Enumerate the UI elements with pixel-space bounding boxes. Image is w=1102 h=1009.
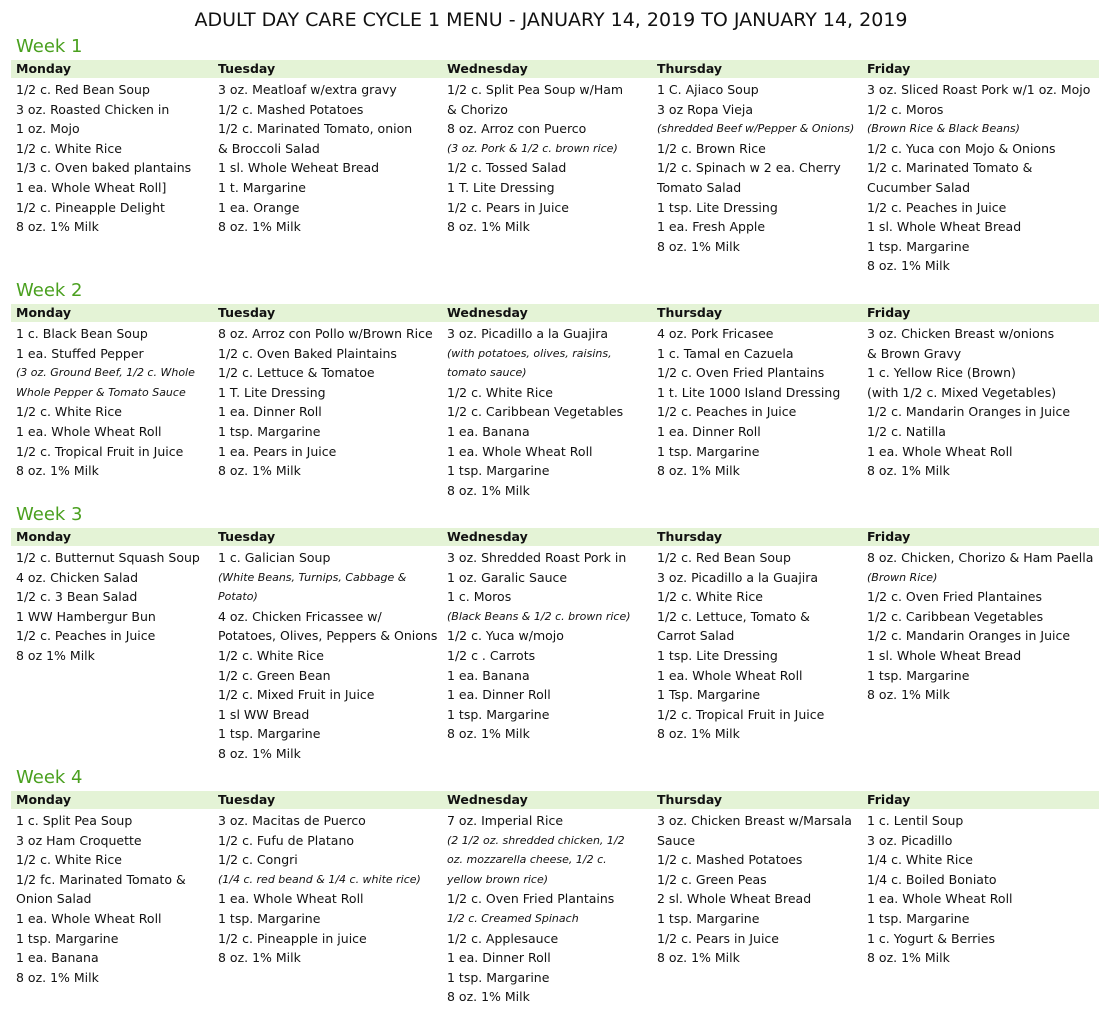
menu-item: 1/2 c. Green Bean xyxy=(218,667,331,683)
menu-item: 1/2 c. Marinated Tomato & xyxy=(867,160,1033,176)
menu-item: 1 ea. Whole Wheat Roll xyxy=(867,443,1013,459)
page-title: ADULT DAY CARE CYCLE 1 MENU - JANUARY 14, 2019 TO JANUARY 14, 2019 xyxy=(194,9,908,31)
menu-item: 1/2 c. Oven Fried Plantains xyxy=(657,365,825,381)
menu-item-note: (1/4 c. red beand & 1/4 c. white rice) xyxy=(218,872,421,886)
menu-item: 1/2 c. Lettuce & Tomatoe xyxy=(218,365,375,381)
menu-item: 1/2 c. Tropical Fruit in Juice xyxy=(657,706,825,722)
menu-item: 8 oz. 1% Milk xyxy=(447,482,530,498)
menu-item: 8 oz. 1% Milk xyxy=(867,463,950,479)
menu-item: 1/2 c. Peaches in Juice xyxy=(657,404,797,420)
menu-item: Potatoes, Olives, Peppers & Onions xyxy=(218,628,438,644)
day-name: Tuesday xyxy=(218,61,276,76)
menu-item: 3 oz. Picadillo a la Guajira xyxy=(657,569,819,585)
day-column xyxy=(657,791,865,968)
menu-item-note: (shredded Beef w/Pepper & Onions) xyxy=(657,122,855,136)
menu-item: 1 sl. Whole Weheat Bread xyxy=(218,160,380,176)
menu-item-note: (2 1/2 oz. shredded chicken, 1/2 xyxy=(447,833,625,847)
day-column xyxy=(447,60,655,237)
menu-item: 1/2 c. Applesauce xyxy=(447,930,559,946)
day-column xyxy=(657,304,865,481)
menu-item: 1/2 c. Brown Rice xyxy=(657,140,766,156)
menu-item: 1/2 c . Carrots xyxy=(447,647,536,663)
menu-item: & Brown Gravy xyxy=(867,345,962,361)
day-name: Wednesday xyxy=(447,305,528,320)
menu-item: 1 sl. Whole Wheat Bread xyxy=(867,647,1022,663)
menu-item: 3 oz. Chicken Breast w/Marsala xyxy=(657,813,852,828)
menu-item-list xyxy=(657,811,865,968)
day-name: Monday xyxy=(16,792,72,807)
week-title: Week 3 xyxy=(16,504,83,525)
menu-item: 8 oz. 1% Milk xyxy=(657,463,740,479)
day-name: Friday xyxy=(867,529,911,544)
menu-item: & Broccoli Salad xyxy=(218,140,320,156)
menu-item-note: (3 oz. Ground Beef, 1/2 c. Whole xyxy=(16,366,195,380)
menu-item: 4 oz. Chicken Fricassee w/ xyxy=(218,608,382,624)
day-column xyxy=(447,528,655,744)
menu-item-list xyxy=(867,80,1097,276)
menu-item: Cucumber Salad xyxy=(867,179,971,195)
menu-item: 3 oz. Shredded Roast Pork in xyxy=(447,550,627,565)
menu-item: 1/2 c. Mixed Fruit in Juice xyxy=(218,687,375,703)
menu-item: 8 oz. 1% Milk xyxy=(16,463,99,479)
menu-item: 1/2 c. 3 Bean Salad xyxy=(16,589,138,605)
menu-item: 1/2 c. Caribbean Vegetables xyxy=(447,404,624,420)
menu-item: 8 oz. 1% Milk xyxy=(16,969,99,985)
menu-item-list xyxy=(447,811,655,1007)
menu-item: 1 c. Yellow Rice (Brown) xyxy=(867,365,1016,381)
menu-item: 1/2 c. Spinach w 2 ea. Cherry xyxy=(657,160,841,176)
menu-item: 1/2 c. Yuca w/mojo xyxy=(447,628,564,644)
menu-item: Tomato Salad xyxy=(657,179,742,195)
menu-item: 1/2 c. Moros xyxy=(867,101,944,117)
menu-item-list xyxy=(867,548,1097,705)
menu-item: 1/2 c. Marinated Tomato, onion xyxy=(218,121,413,137)
week-title: Week 2 xyxy=(16,280,83,301)
menu-item: 1 tsp. Margarine xyxy=(447,969,550,985)
menu-item-list xyxy=(16,548,216,666)
menu-item: 1/2 c. White Rice xyxy=(657,589,763,605)
menu-item: 1 tsp. Margarine xyxy=(867,667,970,683)
day-column xyxy=(657,60,865,256)
menu-item: 1/2 c. Lettuce, Tomato & xyxy=(657,608,810,624)
menu-item: 1 ea. Banana xyxy=(447,667,530,683)
menu-item: Sauce xyxy=(657,832,696,848)
day-name: Thursday xyxy=(657,305,723,320)
menu-item: 1 c. Tamal en Cazuela xyxy=(657,345,794,361)
menu-item: Onion Salad xyxy=(16,891,92,907)
menu-item: 1 ea. Whole Wheat Roll xyxy=(657,667,803,683)
menu-item: 1/2 c. White Rice xyxy=(447,384,553,400)
menu-item: 8 oz. 1% Milk xyxy=(657,726,740,742)
menu-item-list xyxy=(447,324,655,500)
menu-item: 1/3 c. Oven baked plantains xyxy=(16,160,192,176)
menu-item: 1/2 c. Yuca con Mojo & Onions xyxy=(867,140,1056,156)
menu-item: 8 oz. 1% Milk xyxy=(867,258,950,274)
menu-item: 1/2 c. Tossed Salad xyxy=(447,160,567,176)
menu-item: 8 oz. 1% Milk xyxy=(867,950,950,966)
menu-item: 8 oz. 1% Milk xyxy=(447,726,530,742)
menu-item: 1 t. Lite 1000 Island Dressing xyxy=(657,384,841,400)
menu-item: 1/2 fc. Marinated Tomato & xyxy=(16,871,186,887)
day-column xyxy=(218,528,444,764)
menu-item: 1 tsp. Margarine xyxy=(657,910,760,926)
menu-item: 1 tsp. Margarine xyxy=(447,706,550,722)
menu-item: 1 T. Lite Dressing xyxy=(218,384,326,400)
day-name: Wednesday xyxy=(447,529,528,544)
menu-item: 3 oz. Sliced Roast Pork w/1 oz. Mojo xyxy=(867,82,1091,97)
menu-item: 1/2 c. Red Bean Soup xyxy=(16,82,150,97)
menu-item: 1 tsp. Margarine xyxy=(218,423,321,439)
menu-item: 1/2 c. Red Bean Soup xyxy=(657,550,791,565)
menu-item: 1/2 c. White Rice xyxy=(16,852,122,868)
menu-item: 8 oz. 1% Milk xyxy=(218,745,301,761)
menu-item: 1/2 c. Peaches in Juice xyxy=(867,199,1007,215)
menu-item: 1 T. Lite Dressing xyxy=(447,179,555,195)
menu-item: 1/2 c. Tropical Fruit in Juice xyxy=(16,443,184,459)
menu-item: 1 ea. Dinner Roll xyxy=(218,404,322,420)
day-name: Thursday xyxy=(657,61,723,76)
menu-item: 1 c. Moros xyxy=(447,589,512,605)
day-column xyxy=(16,304,216,481)
menu-item-list xyxy=(867,811,1097,968)
menu-item-note: (Brown Rice) xyxy=(867,570,938,584)
menu-item: 1 WW Hambergur Bun xyxy=(16,608,156,624)
day-column xyxy=(16,60,216,237)
menu-item: 1 c. Black Bean Soup xyxy=(16,326,148,341)
menu-item: 3 oz. Macitas de Puerco xyxy=(218,813,366,828)
day-name: Monday xyxy=(16,61,72,76)
menu-item: 8 oz. 1% Milk xyxy=(16,219,99,235)
menu-item: 1/2 c. Mandarin Oranges in Juice xyxy=(867,404,1071,420)
menu-item: 4 oz. Pork Fricasee xyxy=(657,326,774,341)
menu-item: 1/2 c. Mashed Potatoes xyxy=(218,101,364,117)
day-column xyxy=(16,528,216,666)
menu-item-note: (White Beans, Turnips, Cabbage & xyxy=(218,570,407,584)
menu-item: 3 oz. Picadillo xyxy=(867,832,953,848)
menu-item: 1 c. Yogurt & Berries xyxy=(867,930,995,946)
menu-item-list xyxy=(218,80,444,237)
menu-item: 1 c. Split Pea Soup xyxy=(16,813,133,828)
menu-item: 1/2 c. Congri xyxy=(218,852,298,868)
menu-item: 1 ea. Dinner Roll xyxy=(447,950,551,966)
menu-item: Carrot Salad xyxy=(657,628,735,644)
menu-item: 8 oz. 1% Milk xyxy=(657,238,740,254)
menu-item: 1/2 c. Oven Baked Plaintains xyxy=(218,345,397,361)
menu-item: 1 ea. Banana xyxy=(16,950,99,966)
day-column xyxy=(447,304,655,500)
menu-item: 1 tsp. Margarine xyxy=(447,463,550,479)
menu-item: 3 oz. Meatloaf w/extra gravy xyxy=(218,82,397,97)
menu-item: 3 oz Ham Croquette xyxy=(16,832,142,848)
menu-item: 4 oz. Chicken Salad xyxy=(16,569,139,585)
menu-item: 1/4 c. White Rice xyxy=(867,852,973,868)
menu-item: 1 ea. Whole Wheat Roll xyxy=(447,443,593,459)
menu-item-note: oz. mozzarella cheese, 1/2 c. xyxy=(447,853,607,867)
day-column xyxy=(867,791,1097,968)
menu-item: 7 oz. Imperial Rice xyxy=(447,813,564,828)
menu-item: 1/2 c. Mandarin Oranges in Juice xyxy=(867,628,1071,644)
menu-item: 1/2 c. Pears in Juice xyxy=(657,930,779,946)
menu-item-list xyxy=(16,811,216,987)
menu-item: 2 sl. Whole Wheat Bread xyxy=(657,891,812,907)
day-column xyxy=(218,60,444,237)
week-title: Week 4 xyxy=(16,767,83,788)
menu-item: 1/2 c. Butternut Squash Soup xyxy=(16,550,200,565)
day-name: Wednesday xyxy=(447,792,528,807)
menu-item-list xyxy=(657,548,865,744)
menu-item: 1/2 c. Fufu de Platano xyxy=(218,832,355,848)
menu-item-note: tomato sauce) xyxy=(447,366,527,380)
menu-item: 3 oz Ropa Vieja xyxy=(657,101,754,117)
menu-item: 1 C. Ajiaco Soup xyxy=(657,82,759,97)
menu-item: 1/2 c. White Rice xyxy=(16,404,122,420)
menu-item-note: Whole Pepper & Tomato Sauce xyxy=(16,385,186,399)
menu-item: 3 oz. Picadillo a la Guajira xyxy=(447,326,609,341)
week-title: Week 1 xyxy=(16,36,83,57)
menu-item: 1/2 c. Peaches in Juice xyxy=(16,628,156,644)
menu-item: 1/2 c. Pears in Juice xyxy=(447,199,569,215)
menu-item: & Chorizo xyxy=(447,101,508,117)
menu-item: 1 oz. Mojo xyxy=(16,121,80,137)
menu-item: 1 sl. Whole Wheat Bread xyxy=(867,219,1022,235)
menu-item: 1/2 c. White Rice xyxy=(16,140,122,156)
day-column xyxy=(218,304,444,481)
menu-item: 8 oz. Chicken, Chorizo & Ham Paella xyxy=(867,550,1094,565)
menu-item: 1 c. Galician Soup xyxy=(218,550,331,565)
menu-item: 1 ea. Whole Wheat Roll] xyxy=(16,179,167,195)
menu-item-list xyxy=(867,324,1097,481)
menu-item: 1 tsp. Margarine xyxy=(867,238,970,254)
menu-item: 1/2 c. Split Pea Soup w/Ham xyxy=(447,82,624,97)
menu-item: 8 oz. 1% Milk xyxy=(867,687,950,703)
menu-item: 8 oz. 1% Milk xyxy=(657,950,740,966)
menu-item: 1/2 c. Oven Fried Plantains xyxy=(447,891,615,907)
menu-item: 1 tsp. Lite Dressing xyxy=(657,647,778,663)
menu-item: 8 oz. Arroz con Puerco xyxy=(447,121,587,137)
menu-item: 1 ea. Banana xyxy=(447,423,530,439)
day-name: Monday xyxy=(16,529,72,544)
menu-item: 3 oz. Roasted Chicken in xyxy=(16,101,170,117)
menu-item-note: (3 oz. Pork & 1/2 c. brown rice) xyxy=(447,141,618,155)
menu-item-note: Potato) xyxy=(218,590,258,604)
menu-item-list xyxy=(218,548,444,764)
day-name: Tuesday xyxy=(218,305,276,320)
menu-item-list xyxy=(447,80,655,237)
day-name: Tuesday xyxy=(218,792,276,807)
menu-item: 1 tsp. Margarine xyxy=(16,930,119,946)
menu-item: 1 ea. Pears in Juice xyxy=(218,443,337,459)
menu-item: 1/2 c. White Rice xyxy=(218,647,324,663)
menu-item: 8 oz. 1% Milk xyxy=(218,463,301,479)
menu-item-list xyxy=(657,80,865,256)
menu-item: 1 ea. Whole Wheat Roll xyxy=(16,910,162,926)
menu-item-note: (Black Beans & 1/2 c. brown rice) xyxy=(447,609,631,623)
menu-item: 1 sl WW Bread xyxy=(218,706,310,722)
menu-item: 8 oz. Arroz con Pollo w/Brown Rice xyxy=(218,326,433,341)
menu-item: 8 oz. 1% Milk xyxy=(218,219,301,235)
menu-item: 1 ea. Orange xyxy=(218,199,300,215)
menu-item: 1 ea. Stuffed Pepper xyxy=(16,345,144,361)
menu-item: 1/2 c. Mashed Potatoes xyxy=(657,852,803,868)
day-column xyxy=(867,304,1097,481)
menu-item-list xyxy=(16,324,216,481)
menu-item: 8 oz. 1% Milk xyxy=(218,950,301,966)
menu-item: 1/2 c. Caribbean Vegetables xyxy=(867,608,1044,624)
day-name: Tuesday xyxy=(218,529,276,544)
menu-item: 1/2 c. Natilla xyxy=(867,423,946,439)
day-name: Thursday xyxy=(657,529,723,544)
menu-item: 1 tsp. Lite Dressing xyxy=(657,199,778,215)
menu-item: 8 oz. 1% Milk xyxy=(447,219,530,235)
menu-item-list xyxy=(16,80,216,237)
menu-item: 3 oz. Chicken Breast w/onions xyxy=(867,326,1055,341)
menu-item-list xyxy=(218,324,444,481)
menu-item: 1/2 c. Green Peas xyxy=(657,871,767,887)
menu-item-list xyxy=(657,324,865,481)
menu-item: 1 ea. Whole Wheat Roll xyxy=(867,891,1013,907)
menu-item: 1 tsp. Margarine xyxy=(867,910,970,926)
menu-item: 1 tsp. Margarine xyxy=(218,910,321,926)
menu-item-note: (Brown Rice & Black Beans) xyxy=(867,122,1020,136)
day-name: Friday xyxy=(867,61,911,76)
menu-item: 1/4 c. Boiled Boniato xyxy=(867,871,997,887)
day-column xyxy=(218,791,444,968)
day-column xyxy=(867,60,1097,276)
menu-item: 8 oz. 1% Milk xyxy=(447,989,530,1005)
menu-item: (with 1/2 c. Mixed Vegetables) xyxy=(867,384,1057,400)
menu-item: 1 ea. Fresh Apple xyxy=(657,219,766,235)
day-name: Friday xyxy=(867,305,911,320)
day-column xyxy=(16,791,216,987)
day-name: Friday xyxy=(867,792,911,807)
menu-item-list xyxy=(447,548,655,744)
menu-item: 1 tsp. Margarine xyxy=(218,726,321,742)
day-name: Wednesday xyxy=(447,61,528,76)
day-name: Monday xyxy=(16,305,72,320)
menu-item: 1/2 c. Pineapple in juice xyxy=(218,930,367,946)
menu-item-note: (with potatoes, olives, raisins, xyxy=(447,346,612,360)
day-column xyxy=(867,528,1097,705)
menu-item-note: 1/2 c. Creamed Spinach xyxy=(447,911,579,925)
menu-item: 1 ea. Whole Wheat Roll xyxy=(16,423,162,439)
menu-item: 8 oz 1% Milk xyxy=(16,647,95,663)
menu-item: 1 ea. Dinner Roll xyxy=(447,687,551,703)
menu-item: 1 ea. Dinner Roll xyxy=(657,423,761,439)
menu-item: 1 ea. Whole Wheat Roll xyxy=(218,891,364,907)
menu-item: 1 tsp. Margarine xyxy=(657,443,760,459)
menu-item: 1 t. Margarine xyxy=(218,179,306,195)
menu-item-note: yellow brown rice) xyxy=(447,872,548,886)
menu-item: 1/2 c. Pineapple Delight xyxy=(16,199,165,215)
menu-item: 1 oz. Garalic Sauce xyxy=(447,569,568,585)
menu-item: 1/2 c. Oven Fried Plantaines xyxy=(867,589,1042,605)
day-name: Thursday xyxy=(657,792,723,807)
menu-item-list xyxy=(218,811,444,968)
day-column xyxy=(447,791,655,1007)
day-column xyxy=(657,528,865,744)
menu-item: 1 c. Lentil Soup xyxy=(867,813,964,828)
menu-item: 1 Tsp. Margarine xyxy=(657,687,761,703)
